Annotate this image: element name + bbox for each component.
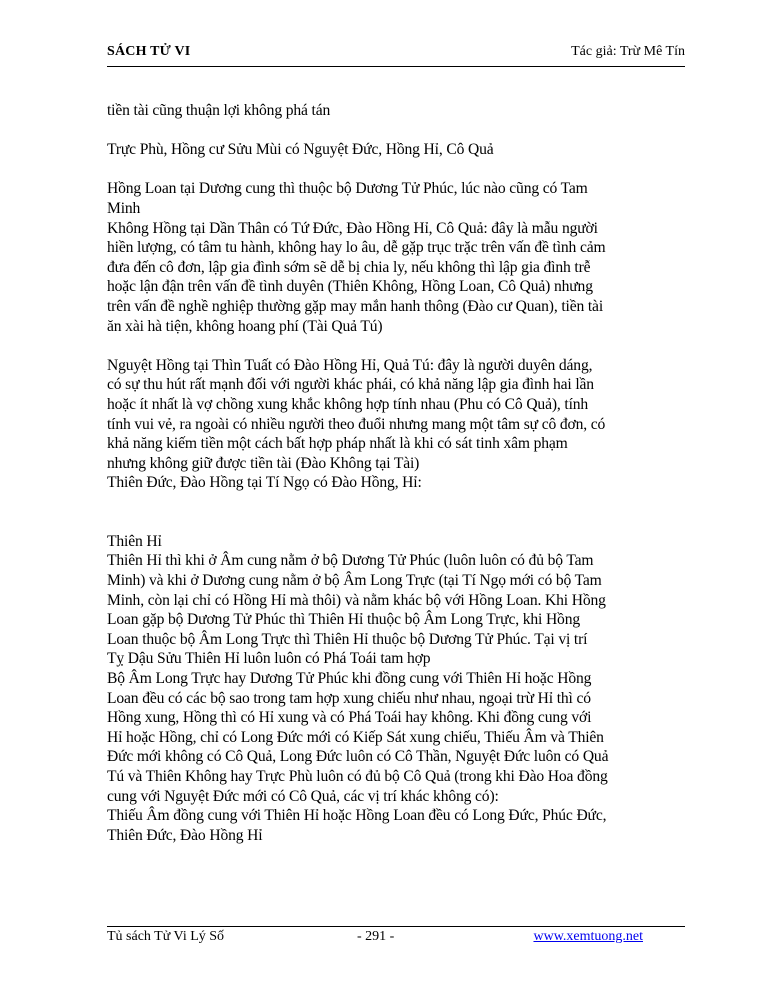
text-line: hoặc ít nhất là vợ chồng xung khắc không hợp tính nhau (Phu có Cô Quả), tính bbox=[107, 395, 589, 413]
text-line: tiền tài cũng thuận lợi không phá tán bbox=[107, 102, 331, 119]
page-footer bbox=[107, 929, 685, 949]
page-header bbox=[107, 44, 685, 66]
text-line: hoặc lận đận trên vấn đề tình duyên (Thiên Không, Hồng Loan, Cô Quả) nhưng bbox=[107, 278, 593, 296]
website-link[interactable]: www.xemtuong.net bbox=[533, 929, 643, 944]
text-line: hiền lượng, có tâm tu hành, không hay lo âu, dễ gặp trục trặc trên vấn đề tình cảm bbox=[107, 239, 606, 257]
header-divider bbox=[107, 66, 685, 67]
author-label: Tác giả: Trừ Mê Tín bbox=[571, 44, 685, 59]
text-line: khả năng kiếm tiền một cách bất hợp pháp nhất là khi có sát tinh xâm phạm bbox=[107, 435, 568, 453]
text-line: tính vui vẻ, ra ngoài có nhiều người theo đuổi nhưng mang một tâm sự cô đơn, có bbox=[107, 415, 606, 433]
text-line: Không Hồng tại Dần Thân có Tứ Đức, Đào Hồng Hỉ, Cô Quả: đây là mẫu người bbox=[107, 219, 598, 237]
section-heading: Thiên Hỉ bbox=[107, 532, 162, 550]
text-line: có sự thu hút rất mạnh đối với người khác phái, có khả năng lập gia đình hai lần bbox=[107, 376, 594, 394]
paragraph-gap bbox=[107, 493, 687, 532]
text-line: đưa đến cô đơn, lập gia đình sớm sẽ dễ bị chia ly, nếu không thì lập gia đình trễ bbox=[107, 258, 591, 276]
text-line: ăn xài hà tiện, không hoang phí (Tài Quả Tú) bbox=[107, 317, 383, 335]
text-line: Minh) và khi ở Dương cung nằm ở bộ Âm Long Trực (tại Tí Ngọ mới có bộ Tam bbox=[107, 572, 602, 590]
text-line: trên vấn đề nghề nghiệp thường gặp may mắn hanh thông (Đào cư Quan), tiền tài bbox=[107, 297, 604, 315]
text-line: Hỉ hoặc Hồng, chỉ có Long Đức mới có Kiếp Sát xung chiếu, Thiếu Âm và Thiên bbox=[107, 728, 604, 746]
paragraph-gap bbox=[107, 336, 687, 356]
text-line: Tỵ Dậu Sửu Thiên Hỉ luôn luôn có Phá Toái tam hợp bbox=[107, 650, 431, 668]
text-line: Loan đều có các bộ sao trong tam hợp xung chiếu như nhau, ngoại trừ Hỉ thì có bbox=[107, 689, 591, 707]
series-label: Tủ sách Tử Vi Lý Số bbox=[107, 929, 225, 944]
text-line: Hồng xung, Hồng thì có Hỉ xung và có Phá Toái hay không. Khi đồng cung với bbox=[107, 709, 592, 727]
text-line: Thiếu Âm đồng cung với Thiên Hỉ hoặc Hồng Loan đều có Long Đức, Phúc Đức, bbox=[107, 807, 607, 825]
text-line: Thiên Đức, Đào Hồng tại Tí Ngọ có Đào Hồng, Hỉ: bbox=[107, 474, 422, 492]
paragraph-gap bbox=[107, 160, 687, 180]
text-line: Thiên Hỉ thì khi ở Âm cung nằm ở bộ Dương Tử Phúc (luôn luôn có đủ bộ Tam bbox=[107, 552, 594, 570]
footer-divider bbox=[107, 926, 685, 927]
text-line: Bộ Âm Long Trực hay Dương Tử Phúc khi đồng cung với Thiên Hỉ hoặc Hồng bbox=[107, 670, 592, 688]
text-line: Tú và Thiên Không hay Trực Phù luôn có đủ bộ Cô Quả (trong khi Đào Hoa đồng bbox=[107, 768, 608, 785]
text-line: nhưng không giữ được tiền tài (Đào Không tại Tài) bbox=[107, 454, 420, 472]
paragraph-gap bbox=[107, 121, 687, 141]
document-body bbox=[107, 101, 687, 845]
text-line: Nguyệt Hồng tại Thìn Tuất có Đào Hồng Hỉ, Quả Tú: đây là người duyên dáng, bbox=[107, 356, 593, 374]
text-line: Loan thuộc bộ Âm Long Trực thì Thiên Hỉ thuộc bộ Dương Tử Phúc. Tại vị trí bbox=[107, 630, 588, 648]
text-line: Loan gặp bộ Dương Tử Phúc thì Thiên Hỉ thuộc bộ Âm Long Trực, khi Hồng bbox=[107, 611, 580, 629]
page-number: - 291 - bbox=[357, 929, 395, 944]
text-line: Đức mới không có Cô Quả, Long Đức luôn có Cô Thần, Nguyệt Đức luôn có Quả bbox=[107, 748, 609, 766]
text-line: cung với Nguyệt Đức mới có Cô Quả, các vị trí khác không có): bbox=[107, 787, 499, 805]
text-line: Minh, còn lại chỉ có Hồng Hỉ mà thôi) và nằm khác bộ với Hồng Loan. Khi Hồng bbox=[107, 591, 606, 609]
text-line: Thiên Đức, Đào Hồng Hỉ bbox=[107, 826, 263, 844]
text-line: Trực Phù, Hồng cư Sửu Mùi có Nguyệt Đức, Hồng Hỉ, Cô Quả bbox=[107, 141, 494, 159]
text-line: Hồng Loan tại Dương cung thì thuộc bộ Dương Tử Phúc, lúc nào cũng có Tam bbox=[107, 180, 588, 198]
text-line: Minh bbox=[107, 199, 141, 217]
book-title: SÁCH TỬ VI bbox=[107, 44, 191, 59]
